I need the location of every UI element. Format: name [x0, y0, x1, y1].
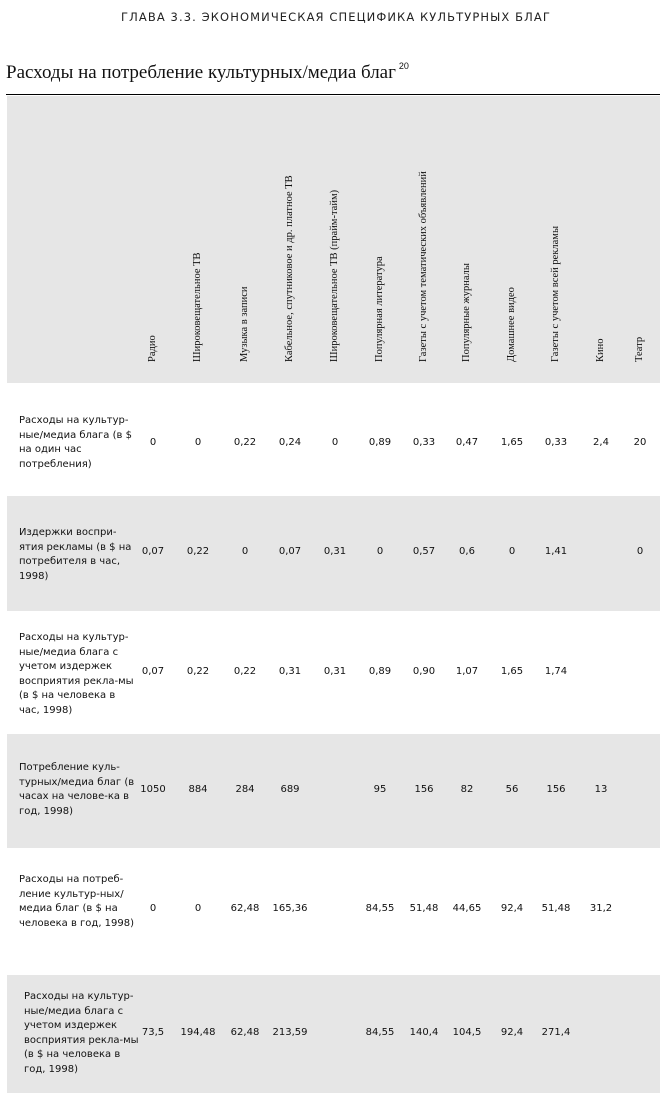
table-cell: 194,48 — [180, 1027, 216, 1038]
table-cell: 0 — [149, 903, 157, 914]
table-cell: 0,07 — [141, 666, 165, 677]
table-cell: 0,22 — [186, 666, 210, 677]
table-cell: 0,31 — [323, 666, 347, 677]
table-cell: 1,07 — [455, 666, 479, 677]
table-cell: 73,5 — [141, 1027, 165, 1038]
row-label: Издержки воспри-ятия рекламы (в $ на потребителя в час, 1998) — [19, 527, 132, 582]
table-cell: 31,2 — [589, 903, 613, 914]
table-cell: 20 — [633, 437, 647, 448]
table-cell: 165,36 — [272, 903, 308, 914]
table-cell: 51,48 — [409, 903, 439, 914]
table-cell: 92,4 — [500, 903, 524, 914]
table-cell: 0 — [194, 437, 202, 448]
row-label: Расходы на культур-ные/медиа блага с учетом издержек восприятия рекла-мы (в $ на человека в час, 1998) — [19, 632, 134, 716]
table-cell: 92,4 — [500, 1027, 524, 1038]
column-header-text: Домашнее видео — [506, 287, 517, 362]
table-cell: 0,33 — [412, 437, 436, 448]
row-label: Расходы на культур-ные/медиа блага (в $ на один час потребления) — [19, 415, 132, 470]
table-cell: 213,59 — [272, 1027, 308, 1038]
table-cell: 156 — [546, 784, 566, 795]
table-cell: 0,57 — [412, 546, 436, 557]
table-title — [6, 61, 409, 84]
table-cell: 62,48 — [230, 1027, 260, 1038]
footnote-ref: 20 — [398, 61, 409, 71]
table-cell: 0,89 — [368, 437, 392, 448]
table-cell: 2,4 — [593, 437, 609, 448]
table-cell: 0,07 — [141, 546, 165, 557]
row-label: Потребление куль-турных/медиа благ (в часах на челове-ка в год, 1998) — [19, 762, 135, 817]
row-label: Расходы на культур-ные/медиа блага с учетом издержек восприятия рекла-мы (в $ на человека в год, 1998) — [24, 991, 139, 1075]
table-cell: 56 — [505, 784, 519, 795]
column-header-text: Популярные журналы — [461, 263, 472, 362]
table-cell: 62,48 — [230, 903, 260, 914]
table-cell: 0 — [636, 546, 644, 557]
table-cell: 13 — [594, 784, 608, 795]
top-rule — [6, 94, 660, 95]
table-cell: 0,33 — [544, 437, 568, 448]
table-title-text: Расходы на потребление культурных/медиа благ — [6, 62, 396, 83]
column-header-text: Музыка в записи — [239, 286, 250, 362]
running-head: ГЛАВА 3.3. ЭКОНОМИЧЕСКАЯ СПЕЦИФИКА КУЛЬТУРНЫХ БЛАГ — [121, 10, 551, 24]
table-cell: 0,6 — [459, 546, 475, 557]
table-cell: 0 — [376, 546, 384, 557]
table-cell: 44,65 — [452, 903, 482, 914]
table-cell: 0,22 — [233, 666, 257, 677]
table-cell: 84,55 — [365, 903, 395, 914]
table-cell: 51,48 — [541, 903, 571, 914]
table-cell: 884 — [188, 784, 208, 795]
column-header-text: Газеты с учетом тематических объявлений — [418, 171, 429, 362]
table-cell: 0,24 — [278, 437, 302, 448]
table-cell: 689 — [280, 784, 300, 795]
column-header-text: Театр — [634, 336, 645, 362]
table-cell: 0,47 — [455, 437, 479, 448]
table-cell: 0 — [331, 437, 339, 448]
table-cell: 0,89 — [368, 666, 392, 677]
table-cell: 84,55 — [365, 1027, 395, 1038]
column-header-text: Широковещательное ТВ (прайм-тайм) — [329, 189, 340, 362]
table-cell: 0,22 — [233, 437, 257, 448]
table-cell: 0 — [194, 903, 202, 914]
row-label: Расходы на потреб-ление культур-ных/медиа благ (в $ на человека в год, 1998) — [19, 874, 135, 929]
column-header-text: Кабельное, спутниковое и др. платное ТВ — [284, 175, 295, 362]
table-cell: 0,22 — [186, 546, 210, 557]
table-cell: 271,4 — [541, 1027, 571, 1038]
table-cell: 140,4 — [409, 1027, 439, 1038]
table-cell: 95 — [373, 784, 387, 795]
table-cell: 156 — [414, 784, 434, 795]
column-header-text: Популярная литература — [374, 256, 385, 362]
table-cell: 1050 — [140, 784, 166, 795]
table-cell: 1,65 — [500, 666, 524, 677]
table-cell: 0,90 — [412, 666, 436, 677]
table-cell: 0 — [149, 437, 157, 448]
table-cell: 0,07 — [278, 546, 302, 557]
table-cell: 0,31 — [278, 666, 302, 677]
table-cell: 1,74 — [544, 666, 568, 677]
table-cell: 0,31 — [323, 546, 347, 557]
table-cell: 0 — [508, 546, 516, 557]
table-cell: 1,41 — [544, 546, 568, 557]
table-cell: 0 — [241, 546, 249, 557]
column-header-text: Кино — [595, 338, 606, 362]
table-cell: 284 — [235, 784, 255, 795]
table-cell: 82 — [460, 784, 474, 795]
table-cell: 1,65 — [500, 437, 524, 448]
column-header-text: Газеты с учетом всей рекламы — [550, 226, 561, 362]
table-cell: 104,5 — [452, 1027, 482, 1038]
column-header-text: Широковещательное ТВ — [192, 252, 203, 362]
column-header-text: Радио — [147, 335, 158, 362]
